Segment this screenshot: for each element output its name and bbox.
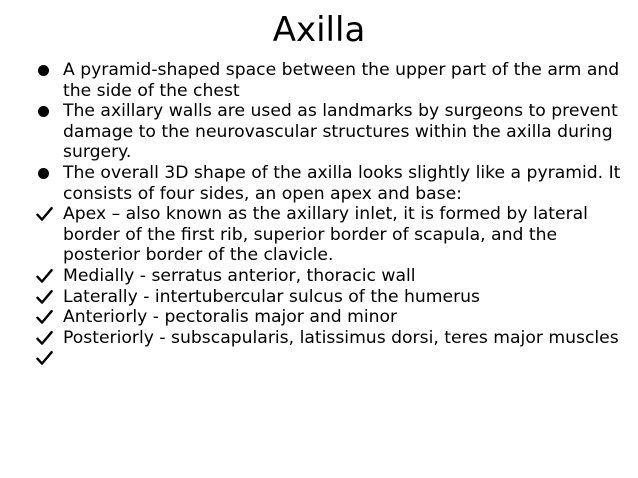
check-item-text: Posteriorly - subscapularis, latissimus dorsi, teres major muscles <box>63 327 619 348</box>
checkmark-icon <box>36 348 56 368</box>
check-item-text: Laterally - intertubercular sulcus of the humerus <box>63 286 481 307</box>
check-item <box>36 266 626 287</box>
check-item <box>36 287 626 308</box>
checkmark-icon <box>36 204 56 224</box>
check-item-text: Anteriorly - pectoralis major and minor <box>63 307 398 328</box>
check-item <box>36 204 626 266</box>
check-item <box>36 328 626 349</box>
dot-bullet-icon <box>36 101 56 121</box>
checkmark-icon <box>36 287 56 307</box>
check-item-text: Medially - serratus anterior, thoracic wall <box>63 265 416 286</box>
slide-title: Axilla <box>272 10 366 50</box>
bullet-item <box>36 163 626 204</box>
checkmark-icon <box>36 266 56 286</box>
bullet-item <box>36 60 626 101</box>
check-item-empty <box>36 348 626 374</box>
bullet-list <box>36 60 626 374</box>
check-item-text: Apex – also known as the axillary inlet, it is formed by lateral border of the first rib, superior border of scapula, and the posterior border of the clavicle. <box>63 204 588 266</box>
dot-bullet-icon <box>36 163 56 183</box>
check-item <box>36 307 626 328</box>
dot-bullet-icon <box>36 60 56 80</box>
checkmark-icon <box>36 328 56 348</box>
bullet-item <box>36 101 626 163</box>
bullet-text: The axillary walls are used as landmarks by surgeons to prevent damage to the neurovascular structures within the axilla during surgery. <box>63 101 618 163</box>
checkmark-icon <box>36 307 56 327</box>
bullet-text: The overall 3D shape of the axilla looks slightly like a pyramid. It consists of four sides, an open apex and base: <box>63 162 621 204</box>
bullet-text: A pyramid-shaped space between the upper part of the arm and the side of the chest <box>63 60 620 101</box>
